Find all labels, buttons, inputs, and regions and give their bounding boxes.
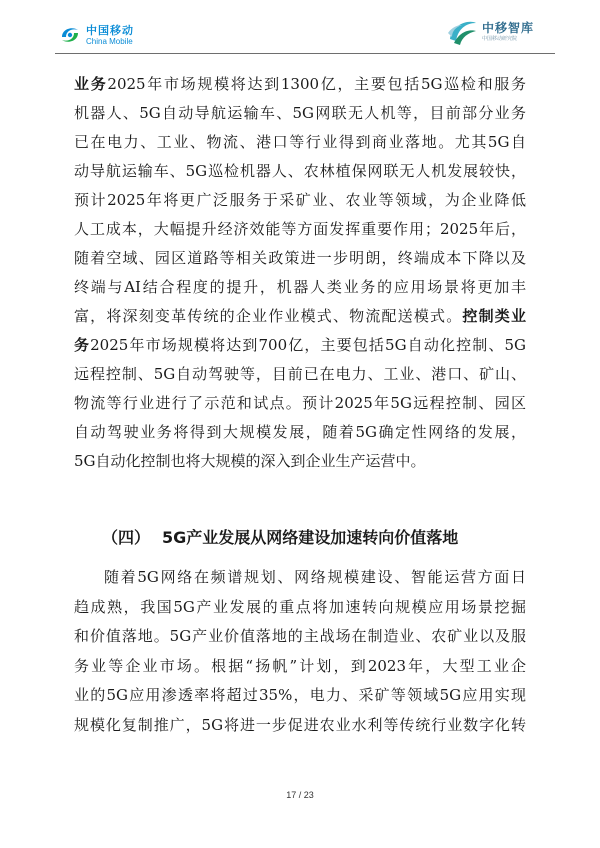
text-line: 和价值落地。5G产业价值落地的主战场在制造业、农矿业以及服 xyxy=(74,627,526,645)
section-number: （四） xyxy=(102,528,151,547)
text-line xyxy=(74,302,526,331)
text-line: 5G自动化控制也将大规模的深入到企业生产运营中。 xyxy=(74,452,426,470)
text-line: 随着5G网络在频谱规划、网络规模建设、智能运营方面日 xyxy=(104,568,526,586)
cmri-think-tank-logo xyxy=(446,16,556,48)
text-line: 已在电力、工业、物流、港口等行业得到商业落地。尤其5G自 xyxy=(74,133,526,151)
text-line: 机器人、5G自动导航运输车、5G网联无人机等，目前部分业务 xyxy=(74,104,526,122)
page-number: 17 / 23 xyxy=(286,790,314,800)
text-line: 趋成熟，我国5G产业发展的重点将加速转向规模应用场景挖掘 xyxy=(74,597,526,616)
text-line: 规模化复制推广，5G将进一步促进农业水利等传统行业数字化转 xyxy=(74,715,526,734)
line-text: 2025年市场规模将达到1300亿，主要包括5G巡检和服务 xyxy=(107,75,526,93)
think-tank-emblem-icon xyxy=(446,17,478,47)
page-header xyxy=(0,0,600,58)
section-heading xyxy=(102,527,542,549)
right-logo-cn: 中移智库 xyxy=(482,21,535,35)
text-line: 随着空域、园区道路等相关政策进一步明朗，终端成本下降以及 xyxy=(74,249,526,267)
bold-lead: 务 xyxy=(74,336,91,354)
bold-lead: 控制类业 xyxy=(462,307,526,325)
section-title: 5G产业发展从网络建设加速转向价值落地 xyxy=(162,528,459,547)
text-line: 自动驾驶业务将得到大规模发展，随着5G确定性网络的发展， xyxy=(74,423,526,441)
text-line: 物流等行业进行了示范和试点。预计2025年5G远程控制、园区 xyxy=(74,394,526,412)
right-logo-en: 中国移动研究院 xyxy=(482,36,518,42)
bold-lead: 业务 xyxy=(74,75,108,93)
text-line: 终端与AI结合程度的提升，机器人类业务的应用场景将更加丰 xyxy=(74,278,526,296)
china-mobile-logo xyxy=(58,22,178,48)
body-paragraph-1 xyxy=(74,70,526,476)
text-line: 人工成本，大幅提升经济效能等方面发挥重要作用；2025年后， xyxy=(74,220,526,238)
text-line: 务业等企业市场。根据“扬帆”计划，到2023年，大型工业企 xyxy=(74,656,526,675)
text-line: 预计2025年将更广泛服务于采矿业、农业等领域，为企业降低 xyxy=(74,191,526,209)
china-mobile-emblem-icon xyxy=(58,23,82,47)
line-text: 富，将深刻变革传统的企业作业模式、物流配送模式。 xyxy=(74,307,463,325)
line-text: 2025年市场规模将达到700亿，主要包括5G自动化控制、5G xyxy=(90,336,526,354)
body-paragraph-2 xyxy=(74,563,526,740)
text-line: 业的5G应用渗透率将超过35%，电力、采矿等领域5G应用实现 xyxy=(74,686,526,704)
text-line xyxy=(74,70,526,99)
text-line: 远程控制、5G自动驾驶等，目前已在电力、工业、港口、矿山、 xyxy=(74,365,526,383)
text-line: 动导航运输车、5G巡检机器人、农林植保网联无人机发展较快， xyxy=(74,162,526,180)
header-divider xyxy=(55,53,555,54)
left-logo-en: China Mobile xyxy=(86,36,133,46)
text-line xyxy=(74,331,526,360)
left-logo-cn: 中国移动 xyxy=(86,23,134,37)
